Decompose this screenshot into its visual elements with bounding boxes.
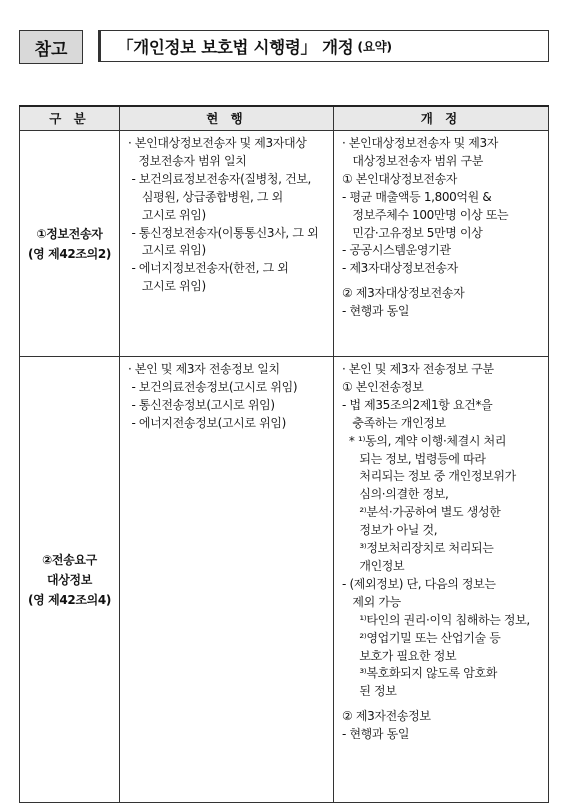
current-text-line: - 통신전송정보(고시로 위임) — [128, 397, 275, 412]
revised-text-line: 제외 가능 — [342, 594, 401, 609]
current-text-line: 고시로 위임) — [128, 243, 206, 258]
row-category — [20, 357, 120, 803]
revised-text-line: 심의·의결한 정보, — [342, 487, 449, 502]
revised-text-line: 되는 정보, 법령등에 따라 — [342, 451, 486, 466]
revised-text-line: - (제외정보) 단, 다음의 정보는 — [342, 576, 496, 591]
revised-text-line: - 현행과 동일 — [342, 727, 410, 742]
current-text-line: - 보건의료전송정보(고시로 위임) — [128, 379, 298, 394]
current-text-line: · 본인대상정보전송자 및 제3자대상 — [128, 136, 307, 150]
row-category — [20, 131, 120, 357]
column-header-category: 구 분 — [20, 106, 120, 131]
revised-text-line: - 현행과 동일 — [342, 304, 410, 319]
document-header — [19, 30, 549, 64]
revised-text-line: 개인정보 — [342, 558, 405, 573]
revised-text-line: 보호가 필요한 정보 — [342, 648, 457, 663]
line-gap — [342, 278, 544, 285]
table-row — [20, 357, 549, 803]
column-header-revised: 개 정 — [334, 106, 549, 131]
current-text-line: - 에너지정보전송자(한전, 그 외 — [128, 261, 289, 276]
revised-text-line: 된 정보 — [342, 684, 397, 699]
revised-text-line: ② 제3자대상정보전송자 — [342, 286, 465, 301]
revised-text-line: 정보가 아닐 것, — [342, 523, 438, 538]
column-header-current: 현 행 — [120, 106, 334, 131]
category-label-line: ②전송요구 — [42, 552, 97, 567]
revised-text-line: · 본인대상정보전송자 및 제3자 — [342, 136, 499, 150]
revised-text-line: ³⁾정보처리장치로 처리되는 — [342, 541, 494, 556]
revised-text-line: ²⁾영업기밀 또는 산업기술 등 — [342, 630, 501, 645]
title-note: (요약) — [357, 39, 392, 54]
revised-text-line: ³⁾복호화되지 않도록 암호화 — [342, 666, 497, 681]
line-gap — [342, 701, 544, 708]
table-header-row — [20, 106, 549, 131]
comparison-table — [19, 105, 549, 803]
current-text-line: 심평원, 상급종합병원, 그 외 — [128, 189, 283, 204]
current-text-line: · 본인 및 제3자 전송정보 일치 — [128, 362, 280, 376]
category-label-line: ①정보전송자 — [36, 226, 103, 241]
revised-content — [334, 357, 549, 803]
current-text-line: - 에너지전송정보(고시로 위임) — [128, 415, 286, 430]
revised-text-line: ① 본인전송정보 — [342, 379, 424, 394]
current-text-line: 정보전송자 범위 일치 — [128, 153, 247, 168]
title-text: 「개인정보 보호법 시행령」 개정 — [117, 38, 354, 57]
current-content — [120, 357, 334, 803]
current-text-line: - 통신정보전송자(이통통신3사, 그 외 — [128, 225, 319, 240]
current-text-line: 고시로 위임) — [128, 207, 206, 222]
revised-text-line: 민감·고유정보 5만명 이상 — [342, 225, 483, 240]
revised-text-line: ② 제3자전송정보 — [342, 709, 431, 724]
revised-text-line: - 평균 매출액등 1,800억원 & — [342, 189, 492, 204]
reference-tag: 참고 — [19, 30, 83, 64]
revised-text-line: ¹⁾타인의 권리·이익 침해하는 정보, — [342, 612, 530, 627]
revised-content — [334, 131, 549, 357]
current-text-line: 고시로 위임) — [128, 279, 206, 294]
revised-text-line: - 제3자대상정보전송자 — [342, 261, 458, 276]
revised-text-line: 대상정보전송자 범위 구분 — [342, 153, 483, 168]
revised-text-line: - 공공시스템운영기관 — [342, 243, 451, 258]
revised-text-line: 충족하는 개인정보 — [342, 415, 446, 430]
current-content — [120, 131, 334, 357]
category-label-line: (영 제42조의4) — [27, 592, 112, 607]
category-label-line: (영 제42조의2) — [27, 246, 112, 261]
revised-text-line: - 법 제35조의2제1항 요건*을 — [342, 397, 493, 412]
revised-text-line: · 본인 및 제3자 전송정보 구분 — [342, 362, 494, 376]
revised-text-line: 처리되는 정보 중 개인정보위가 — [342, 469, 516, 484]
table-row — [20, 131, 549, 357]
revised-text-line: 정보주체수 100만명 이상 또는 — [342, 207, 509, 222]
category-label-line: 대상정보 — [47, 572, 92, 587]
revised-text-line: ²⁾분석·가공하여 별도 생성한 — [342, 505, 501, 520]
current-text-line: - 보건의료정보전송자(질병청, 건보, — [128, 171, 312, 186]
revised-text-line: ① 본인대상정보전송자 — [342, 171, 458, 186]
revised-text-line: * ¹⁾동의, 계약 이행·체결시 처리 — [342, 433, 507, 448]
document-title — [98, 30, 549, 62]
